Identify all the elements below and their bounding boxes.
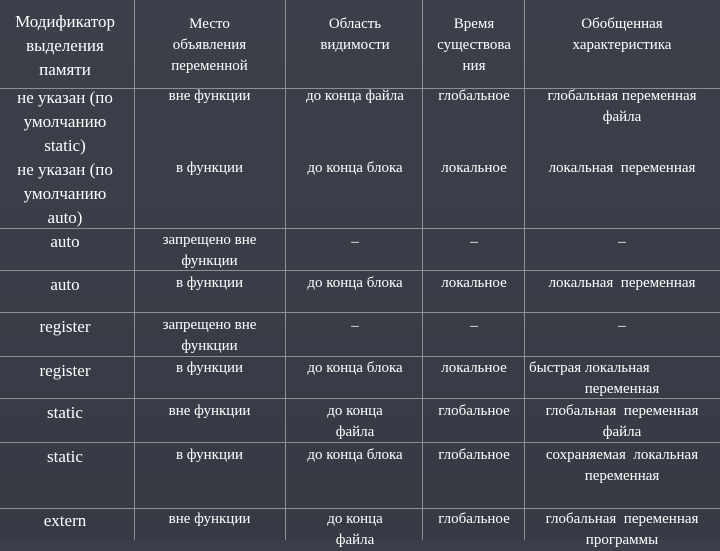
cell-modifier bbox=[0, 509, 130, 533]
cell-line: умолчанию bbox=[23, 112, 107, 131]
column-divider bbox=[524, 0, 525, 540]
cell-line: register bbox=[39, 361, 91, 380]
cell-line: переменная bbox=[584, 468, 660, 484]
row-divider bbox=[0, 312, 720, 313]
cell-scope bbox=[289, 158, 421, 179]
cell-lifetime bbox=[425, 445, 523, 466]
cell-line: умолчанию bbox=[23, 184, 107, 203]
cell-modifier bbox=[0, 158, 130, 230]
cell-summary bbox=[527, 401, 717, 443]
row-divider bbox=[0, 356, 720, 357]
header-line: переменной bbox=[171, 58, 248, 74]
cell-line: auto bbox=[50, 232, 80, 251]
header-summary bbox=[527, 14, 717, 56]
cell-lifetime bbox=[425, 273, 523, 294]
cell-lifetime bbox=[425, 232, 523, 253]
cell-line: запрещено вне bbox=[162, 317, 257, 333]
header-line: Модификатор bbox=[15, 12, 115, 31]
cell-place bbox=[137, 315, 282, 357]
cell-line: глобальная переменная bbox=[545, 511, 699, 527]
cell-summary bbox=[527, 445, 717, 487]
cell-line: вне функции bbox=[168, 88, 251, 104]
cell-line: – bbox=[470, 234, 478, 250]
cell-line: – bbox=[618, 234, 626, 250]
header-line: характеристика bbox=[572, 37, 672, 53]
cell-line: локальное bbox=[441, 360, 507, 376]
cell-line: вне функции bbox=[168, 403, 251, 419]
cell-summary bbox=[527, 273, 717, 294]
cell-line: static bbox=[47, 403, 83, 422]
cell-lifetime bbox=[425, 358, 523, 379]
cell-line: глобальная переменная bbox=[545, 403, 699, 419]
cell-place bbox=[137, 273, 282, 294]
row-divider bbox=[0, 270, 720, 271]
cell-line: глобальное bbox=[438, 88, 510, 104]
cell-line: файла bbox=[335, 532, 375, 548]
cell-line: до конца bbox=[327, 511, 383, 527]
cell-line: локальная переменная bbox=[548, 160, 696, 176]
cell-lifetime bbox=[425, 158, 523, 179]
cell-line: локальное bbox=[441, 160, 507, 176]
cell-line: до конца bbox=[327, 403, 383, 419]
cell-line: глобальное bbox=[438, 511, 510, 527]
header-line: существова bbox=[437, 37, 511, 53]
cell-lifetime bbox=[425, 86, 523, 107]
cell-line: до конца блока bbox=[307, 160, 403, 176]
cell-place bbox=[137, 509, 282, 530]
cell-line: до конца блока bbox=[307, 360, 403, 376]
cell-line: extern bbox=[43, 511, 87, 530]
cell-summary bbox=[527, 158, 717, 179]
cell-summary bbox=[527, 358, 717, 400]
header-place bbox=[137, 14, 282, 77]
cell-scope bbox=[289, 232, 421, 253]
cell-line: локальная переменная bbox=[548, 275, 696, 291]
cell-modifier bbox=[0, 315, 130, 339]
cell-line: файла bbox=[602, 109, 642, 125]
cell-scope bbox=[289, 86, 421, 107]
cell-modifier bbox=[0, 273, 130, 297]
cell-summary bbox=[527, 316, 717, 337]
cell-scope bbox=[289, 401, 421, 443]
header-line: видимости bbox=[320, 37, 390, 53]
cell-place bbox=[137, 358, 282, 379]
header-line: памяти bbox=[39, 60, 91, 79]
cell-line: переменная bbox=[584, 381, 660, 397]
cell-modifier bbox=[0, 359, 130, 383]
cell-line: сохраняемая локальная bbox=[545, 447, 699, 463]
cell-line: до конца блока bbox=[307, 447, 403, 463]
header-line: ния bbox=[462, 58, 486, 74]
cell-line: – bbox=[470, 318, 478, 334]
cell-line: файла bbox=[335, 424, 375, 440]
cell-line: не указан (по bbox=[17, 160, 113, 179]
cell-line: – bbox=[351, 234, 359, 250]
cell-line: программы bbox=[585, 532, 659, 548]
cell-place bbox=[137, 230, 282, 272]
cell-line: в функции bbox=[175, 275, 244, 291]
cell-lifetime bbox=[425, 509, 523, 530]
header-line: выделения bbox=[26, 36, 104, 55]
cell-line: функции bbox=[181, 253, 238, 269]
cell-line: запрещено вне bbox=[162, 232, 257, 248]
header-line: Место bbox=[189, 16, 230, 32]
header-line: Время bbox=[453, 16, 495, 32]
cell-line: вне функции bbox=[168, 511, 251, 527]
cell-line: в функции bbox=[175, 160, 244, 176]
cell-line: в функции bbox=[175, 447, 244, 463]
cell-line: до конца файла bbox=[306, 88, 404, 104]
column-divider bbox=[422, 0, 423, 540]
column-divider bbox=[134, 0, 135, 540]
cell-line: auto) bbox=[47, 208, 83, 227]
cell-line: быстрая локальная bbox=[529, 360, 650, 376]
header-line: объявления bbox=[172, 37, 247, 53]
cell-scope bbox=[289, 445, 421, 466]
cell-line: функции bbox=[181, 338, 238, 354]
cell-line: static bbox=[47, 447, 83, 466]
cell-line: файла bbox=[602, 424, 642, 440]
cell-scope bbox=[289, 509, 421, 551]
header-line: Обобщенная bbox=[581, 16, 663, 32]
cell-scope bbox=[289, 273, 421, 294]
cell-line: static) bbox=[44, 136, 86, 155]
column-divider bbox=[285, 0, 286, 540]
cell-summary bbox=[527, 509, 717, 551]
cell-line: глобальное bbox=[438, 403, 510, 419]
header-modifier bbox=[0, 10, 130, 82]
cell-place bbox=[137, 401, 282, 422]
cell-place bbox=[137, 86, 282, 107]
cell-line: auto bbox=[50, 275, 80, 294]
cell-modifier bbox=[0, 401, 130, 425]
header-line: Область bbox=[328, 16, 382, 32]
cell-line: локальное bbox=[441, 275, 507, 291]
cell-place bbox=[137, 158, 282, 179]
cell-line: до конца блока bbox=[307, 275, 403, 291]
cell-summary bbox=[527, 86, 717, 128]
cell-modifier bbox=[0, 230, 130, 254]
cell-line: не указан (по bbox=[17, 88, 113, 107]
header-scope bbox=[289, 14, 421, 56]
cell-lifetime bbox=[425, 401, 523, 422]
cell-scope bbox=[289, 316, 421, 337]
cell-line: – bbox=[618, 318, 626, 334]
cell-summary bbox=[527, 232, 717, 253]
cell-line: в функции bbox=[175, 360, 244, 376]
cell-lifetime bbox=[425, 316, 523, 337]
cell-modifier bbox=[0, 86, 130, 158]
cell-line: глобальное bbox=[438, 447, 510, 463]
header-lifetime bbox=[425, 14, 523, 77]
cell-line: register bbox=[39, 317, 91, 336]
cell-scope bbox=[289, 358, 421, 379]
cell-line: глобальная переменная bbox=[547, 88, 697, 104]
cell-line: – bbox=[351, 318, 359, 334]
cell-modifier bbox=[0, 445, 130, 469]
cell-place bbox=[137, 445, 282, 466]
